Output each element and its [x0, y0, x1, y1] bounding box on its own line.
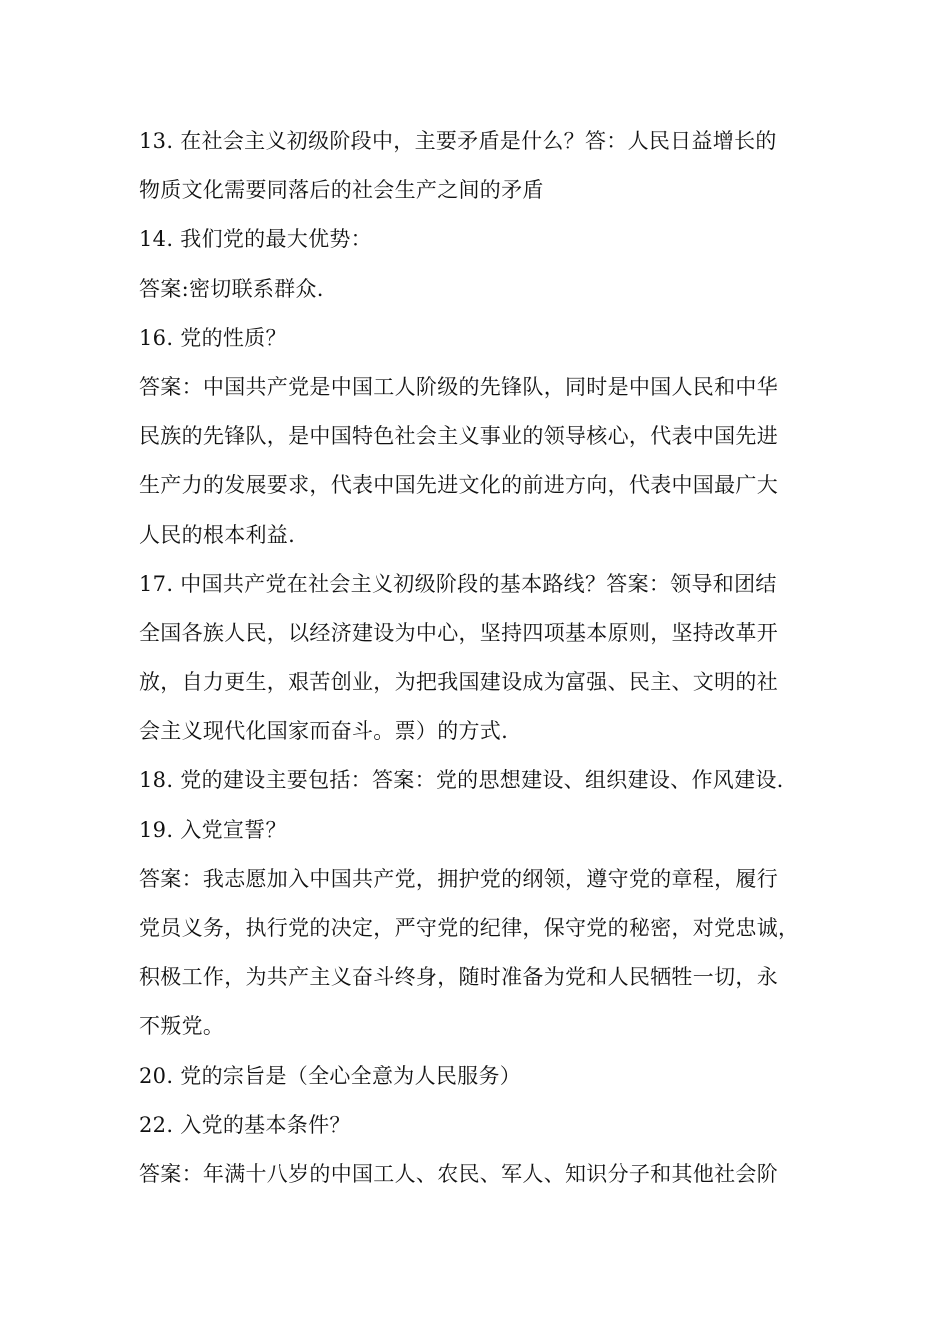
- text-line: 放，自力更生，艰苦创业，为把我国建设成为富强、民主、文明的社: [139, 670, 778, 695]
- text-line: 13. 在社会主义初级阶段中，主要矛盾是什么？答：人民日益增长的: [139, 129, 777, 153]
- text-line: 答案：中国共产党是中国工人阶级的先锋队，同时是中国人民和中华: [139, 374, 778, 399]
- text-line: 物质文化需要同落后的社会生产之间的矛盾: [139, 178, 544, 203]
- text-line: 会主义现代化国家而奋斗。票）的方式.: [139, 719, 509, 744]
- text-line: 民族的先锋队，是中国特色社会主义事业的领导核心，代表中国先进: [139, 424, 778, 449]
- document-body: [139, 117, 829, 1199]
- text-line: 17. 中国共产党在社会主义初级阶段的基本路线？答案：领导和团结: [139, 571, 777, 596]
- text-line: 18. 党的建设主要包括：答案：党的思想建设、组织建设、作风建设.: [139, 768, 784, 793]
- text-line: 不叛党。: [139, 1014, 225, 1039]
- text-line: 生产力的发展要求，代表中国先进文化的前进方向，代表中国最广大: [139, 473, 778, 498]
- text-line: 答案：年满十八岁的中国工人、农民、军人、知识分子和其他社会阶: [139, 1161, 778, 1186]
- text-line: 20. 党的宗旨是（全心全意为人民服务）: [139, 1063, 522, 1088]
- text-line: 积极工作，为共产主义奋斗终身，随时准备为党和人民牺牲一切，永: [139, 965, 778, 990]
- text-line: 人民的根本利益.: [139, 522, 296, 547]
- text-line: 16. 党的性质？: [139, 325, 287, 350]
- text-line: 答案:密切联系群众.: [139, 276, 324, 301]
- text-line: 19. 入党宣誓？: [139, 817, 287, 842]
- text-line: 答案：我志愿加入中国共产党，拥护党的纲领，遵守党的章程，履行: [139, 866, 778, 891]
- text-line: 党员义务，执行党的决定，严守党的纪律，保守党的秘密，对党忠诚，: [139, 916, 800, 940]
- text-line: 全国各族人民，以经济建设为中心，坚持四项基本原则，坚持改革开: [139, 620, 778, 645]
- text-line: 22. 入党的基本条件？: [139, 1112, 351, 1137]
- text-line: 14. 我们党的最大优势：: [139, 227, 372, 252]
